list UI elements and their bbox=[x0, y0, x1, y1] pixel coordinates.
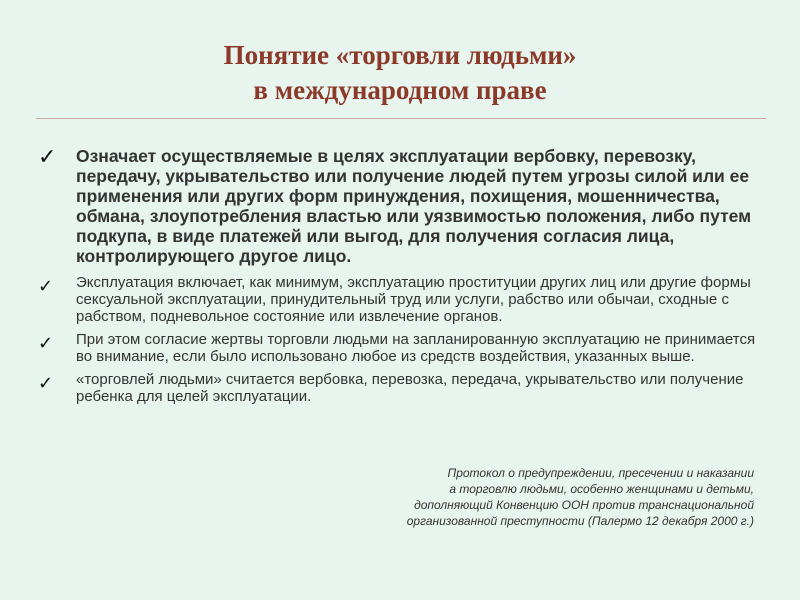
bullet-text: Эксплуатация включает, как минимум, эксплуатацию проституции других лиц или другие формы сексуальной эксплуатации, принудительный труд или услуги, рабство или обычаи, сходные с рабством, подневольное состояние или извлечение органов. bbox=[76, 274, 751, 325]
title-divider bbox=[36, 118, 766, 119]
source-line-3: дополняющий Конвенцию ООН против транснациональной bbox=[414, 498, 754, 512]
bullet-list bbox=[38, 146, 760, 411]
check-icon: ✓ bbox=[38, 373, 54, 394]
bullet-item-exploitation bbox=[38, 274, 760, 325]
bullet-text: Означает осуществляемые в целях эксплуатации вербовку, перевозку, передачу, укрывательство или получение людей путем угрозы силой или ее применения или других форм принуждения, похищения, мошенничества, обмана, злоупотребления властью или уязвимостью положения, либо путем подкупа, в виде платежей или выгод, для получения согласия лица, контролирующего другое лицо. bbox=[76, 146, 752, 266]
source-line-4: организованной преступности (Палермо 12 декабря 2000 г.) bbox=[406, 514, 754, 528]
bullet-item-consent bbox=[38, 331, 760, 365]
source-citation bbox=[334, 465, 754, 529]
bullet-item-child bbox=[38, 371, 760, 405]
bullet-text: При этом согласие жертвы торговли людьми на запланированную эксплуатацию не принимается во внимание, если было использовано любое из средств воздействия, указанных выше. bbox=[76, 331, 756, 365]
bullet-item-definition bbox=[38, 146, 760, 266]
check-icon: ✓ bbox=[38, 145, 57, 170]
source-line-2: а торговлю людьми, особенно женщинами и детьми, bbox=[449, 482, 754, 496]
slide-title bbox=[30, 38, 770, 108]
check-icon: ✓ bbox=[38, 333, 54, 354]
source-line-1: Протокол о предупреждении, пресечении и наказании bbox=[447, 466, 754, 480]
check-icon: ✓ bbox=[38, 276, 54, 297]
slide-title-line-2: в международном праве bbox=[253, 75, 547, 105]
slide-title-line-1: Понятие «торговли людьми» bbox=[223, 40, 577, 70]
bullet-text: «торговлей людьми» считается вербовка, перевозка, передача, укрывательство или получение ребенка для целей эксплуатации. bbox=[76, 371, 744, 405]
